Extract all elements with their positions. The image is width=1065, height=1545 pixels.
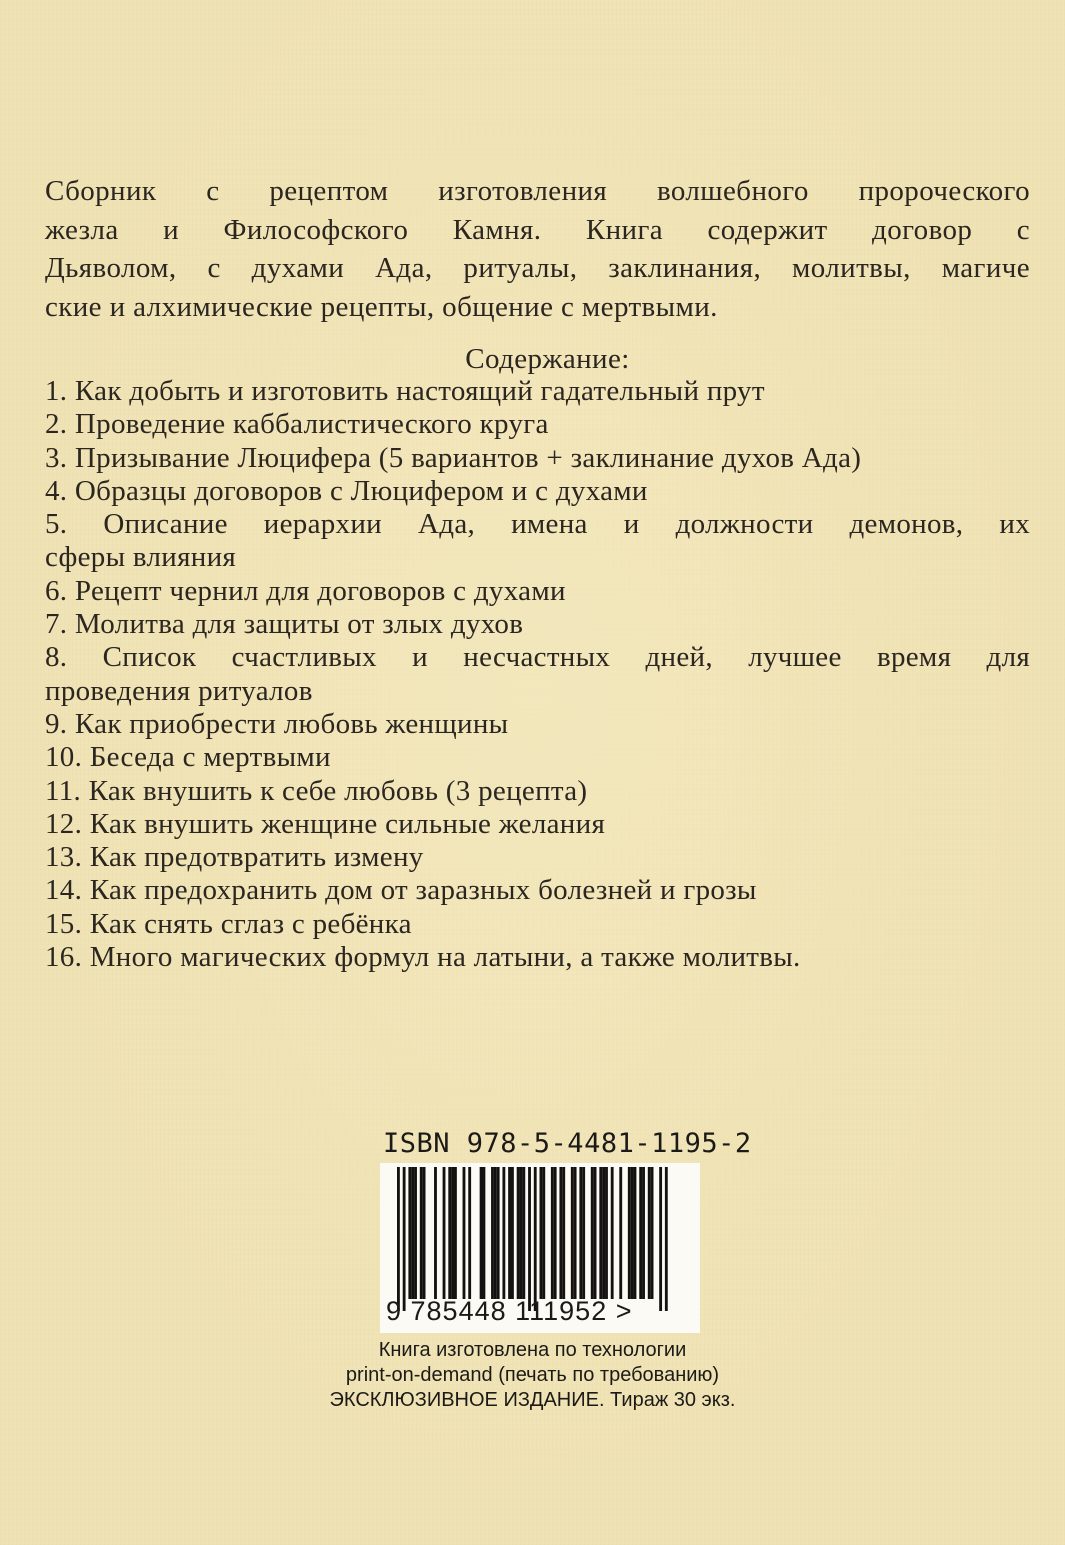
barcode-bar [571, 1167, 574, 1299]
printing-info-line: Книга изготовлена по технологии [378, 1339, 687, 1361]
barcode-bar [423, 1167, 426, 1299]
barcode-bar [619, 1167, 622, 1299]
barcode-bar [559, 1167, 562, 1299]
toc-item-line: 12. Как внушить женщине сильные желания [45, 807, 606, 840]
toc-item [45, 375, 1030, 408]
barcode-bar [551, 1167, 554, 1299]
book-description [45, 172, 1030, 326]
barcode-bar [508, 1167, 511, 1299]
toc-item-line: 16. Много магических формул на латыни, а также молитвы. [45, 941, 801, 974]
description-line: жезла и Философского Камня. Книга содержит договор с [45, 213, 1030, 246]
toc-item-line: 7. Молитва для защиты от злых духов [45, 608, 524, 641]
toc-item [45, 608, 1030, 641]
barcode-bar [463, 1167, 466, 1299]
toc-item [45, 741, 1030, 774]
toc-heading: Содержание: [465, 343, 630, 375]
toc-item [45, 808, 1030, 841]
toc-item [45, 508, 1030, 575]
barcode-bar [497, 1167, 500, 1299]
barcode-bar [502, 1167, 505, 1299]
barcode-bar [403, 1167, 406, 1311]
barcode-bar [639, 1167, 642, 1299]
toc-item-line: 10. Беседа с мертвыми [45, 741, 331, 774]
toc-item-line: 6. Рецепт чернил для договоров с духами [45, 574, 566, 607]
table-of-contents [45, 375, 1030, 974]
barcode-bar [631, 1167, 634, 1299]
barcode-bar [591, 1167, 594, 1299]
toc-item-line: 15. Как снять сглаз с ребёнка [45, 907, 412, 940]
printing-info-line: print-on-demand (печать по требованию) [345, 1364, 720, 1386]
barcode-bar [542, 1167, 545, 1299]
barcode-bar [443, 1167, 446, 1299]
toc-item-line: сферы влияния [45, 541, 237, 574]
barcode-bar [397, 1167, 400, 1311]
barcode-bar [420, 1167, 423, 1299]
barcode-bar [651, 1167, 654, 1299]
barcode-bar [594, 1167, 597, 1299]
description-line: Сборник с рецептом изготовления волшебного пророческого [45, 175, 1030, 207]
barcode-bar [605, 1167, 608, 1299]
barcode-bar [517, 1167, 520, 1299]
barcode-bar [491, 1167, 494, 1299]
toc-item-line: 14. Как предохранить дом от заразных болезней и грозы [45, 874, 757, 907]
barcode-bar [451, 1167, 454, 1299]
barcode-bar [408, 1167, 411, 1299]
barcode-bar [494, 1167, 497, 1299]
barcode-bar [434, 1167, 437, 1299]
barcode-bar [554, 1167, 557, 1299]
barcode-bar [599, 1167, 602, 1299]
barcode-bar [634, 1167, 637, 1299]
toc-item-line: 8. Список счастливых и несчастных дней, лучшее время для [45, 641, 1030, 674]
barcode-bar [642, 1167, 645, 1299]
barcode-bar [520, 1167, 523, 1299]
barcode-bar [454, 1167, 457, 1299]
barcode-bar [483, 1167, 486, 1299]
toc-item [45, 941, 1030, 974]
barcode-bar [602, 1167, 605, 1299]
barcode-digits: 9 785448 111952 > [386, 1296, 633, 1326]
toc-item [45, 575, 1030, 608]
barcode-bar [648, 1167, 651, 1299]
printing-info-line: ЭКСКЛЮЗИВНОЕ ИЗДАНИЕ. Тираж 30 экз. [329, 1389, 736, 1411]
barcode-bar [448, 1167, 451, 1299]
toc-item [45, 874, 1030, 907]
toc-item-line: 13. Как предотвратить измену [45, 841, 424, 874]
toc-item-line: 3. Призывание Люцифера (5 вариантов + заклинание духов Ада) [45, 441, 862, 474]
toc-item-line: 5. Описание иерархии Ада, имена и должности демонов, их [45, 508, 1030, 541]
description-line: ские и алхимические рецепты, общение с мертвыми. [45, 290, 718, 323]
barcode-bar [411, 1167, 414, 1299]
barcode-bar [665, 1167, 668, 1311]
printing-info [0, 1338, 1065, 1413]
barcode-bar [522, 1167, 525, 1299]
barcode-bar [534, 1167, 537, 1311]
barcode-bar [611, 1167, 614, 1299]
toc-item-line: 11. Как внушить к себе любовь (3 рецепта) [45, 774, 588, 807]
barcode-bar [659, 1167, 662, 1311]
isbn-label: ISBN 978-5-4481-1195-2 [383, 1128, 752, 1159]
toc-item [45, 708, 1030, 741]
barcode-bar [511, 1167, 514, 1299]
toc-item [45, 475, 1030, 508]
toc-item-line: 2. Проведение каббалистического круга [45, 408, 549, 441]
barcode-bar [579, 1167, 582, 1299]
barcode-bar [540, 1167, 543, 1299]
toc-item [45, 442, 1030, 475]
barcode-bar [582, 1167, 585, 1299]
toc-item [45, 408, 1030, 441]
toc-item [45, 841, 1030, 874]
description-line: Дьяволом, с духами Ада, ритуалы, заклинания, молитвы, магиче [45, 252, 1030, 284]
toc-item-line: 9. Как приобрести любовь женщины [45, 707, 509, 740]
barcode-bar [562, 1167, 565, 1299]
barcode-bar [628, 1167, 631, 1299]
barcode-bar [574, 1167, 577, 1299]
barcode-bar [528, 1167, 531, 1311]
toc-item [45, 775, 1030, 808]
toc-item-line: 1. Как добыть и изготовить настоящий гадательный прут [45, 375, 765, 407]
toc-item-line: 4. Образцы договоров с Люцифером и с духами [45, 474, 648, 507]
barcode-bar [480, 1167, 483, 1299]
toc-item [45, 641, 1030, 708]
barcode-bar [468, 1167, 471, 1299]
toc-item-line: проведения ритуалов [45, 674, 313, 707]
barcode-bar [414, 1167, 417, 1299]
toc-item [45, 908, 1030, 941]
